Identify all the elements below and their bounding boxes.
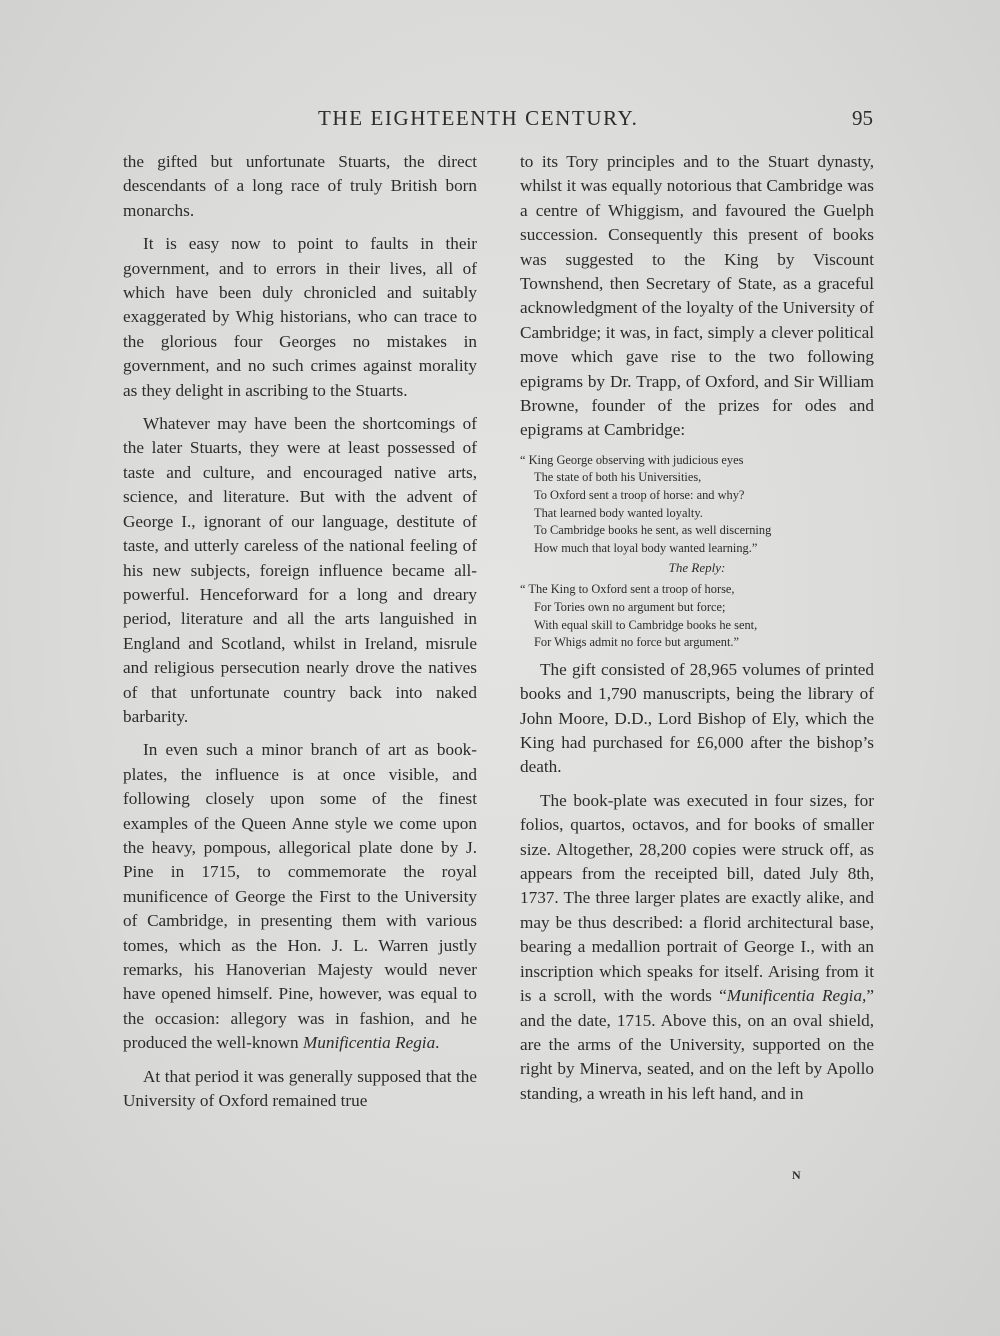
reply-verse (520, 581, 874, 651)
paragraph-end: ” and the date, 1715. Above this, on an oval shield, are the arms of the University, supported on the right by Minerva, seated, and on the left by Apollo standing, a wreath in his left hand, and in (520, 986, 874, 1103)
paragraph-text: In even such a minor branch of art as book-plates, the influence is at once visible, and following closely upon some of the finest examples of the Queen Anne style we come upon the heavy, pompous, allegorical plate done by J. Pine in 1715, to commemorate the royal munificence of George the First to the University of Cambridge, in presenting them with various tomes, which as the Hon. J. L. Warren justly remarks, his Hanoverian Majesty would never have opened himself. Pine, however, was equal to the occasion: allegory was in fashion, and he produced the well-known (123, 740, 477, 1053)
verse-line: With equal skill to Cambridge books he sent, (534, 617, 758, 632)
paragraph: to its Tory principles and to the Stuart dynasty, whilst it was equally notorious that Cambridge was a centre of Whiggism, and favoured the Guelph succession. Consequently this present of books was suggested to the King by Viscount Townshend, then Secretary of State, as a graceful acknowledgment of the loyalty of the University of Cambridge; it was, in fact, simply a clever political move which gave rise to the two following epigrams by Dr. Trapp, of Oxford, and Sir William Browne, founder of the prizes for odes and epigrams at Cambridge: (520, 152, 874, 440)
paragraph: At that period it was generally supposed that the University of Oxford remained true (123, 1066, 477, 1111)
verse-line: For Tories own no argument but force; (534, 600, 726, 615)
verse-line: How much that loyal body wanted learning.” (534, 540, 758, 555)
verse-line: To Oxford sent a troop of horse: and why? (534, 488, 745, 503)
paragraph-end: . (435, 1033, 440, 1053)
reply-heading: The Reply: (668, 560, 726, 576)
verse-line: “ King George observing with judicious eyes (520, 452, 744, 467)
italic-title: Munificentia Regia (302, 1033, 436, 1053)
right-column (520, 150, 874, 1115)
verse-line: For Whigs admit no force but argument.” (534, 635, 739, 650)
paragraph (123, 738, 477, 1055)
paragraph: the gifted but unfortunate Stuarts, the direct descendants of a long race of truly British born monarchs. (123, 152, 477, 220)
verse-line: That learned body wanted loyalty. (534, 505, 703, 520)
verse-line: The state of both his Universities, (534, 470, 702, 485)
paragraph: The gift consisted of 28,965 volumes of printed books and 1,790 manuscripts, being the library of John Moore, D.D., Lord Bishop of Ely, which the King had purchased for £6,000 after the bishop’s death. (520, 659, 874, 777)
signature-mark: N (792, 1168, 801, 1182)
italic-title: Munificentia Regia, (726, 986, 867, 1006)
paragraph (520, 789, 874, 1106)
running-title: THE EIGHTEENTH CENTURY. (318, 106, 639, 130)
verse-line: To Cambridge books he sent, as well discerning (534, 523, 772, 538)
running-head (0, 106, 1000, 136)
paragraph-text: The book-plate was executed in four sizes, for folios, quartos, octavos, and for books of smaller size. Altogether, 28,200 copies were struck off, as appears from the receipted bill, dated July 8th, 1737. The three larger plates are exactly alike, and may be thus described: a florid architectural base, bearing a medallion portrait of George I., with an inscription which speaks for itself. Arising from it is a scroll, with the words “ (520, 790, 874, 1006)
paragraph: It is easy now to point to faults in their government, and to errors in their lives, all of which have been duly chronicled and suitably exaggerated by Whig historians, who can trace to the glorious four Georges no mistakes in government, and no such crimes against morality as they delight in ascribing to the Stuarts. (123, 234, 477, 400)
epigram-verse (520, 452, 874, 558)
paragraph: Whatever may have been the shortcomings of the later Stuarts, they were at least possessed of taste and culture, and encouraged native arts, science, and literature. But with the advent of George I., ignorant of our language, destitute of taste, and utterly careless of the national feeling of his new subjects, foreign influence became all-powerful. Henceforward for a long and dreary period, literature and all the arts languished in England and Scotland, whilst in Ireland, misrule and religious persecution nearly drove the natives of that unfortunate country back into naked barbarity. (123, 414, 477, 726)
page-number: 95 (852, 106, 873, 130)
left-column (123, 150, 477, 1122)
verse-line: “ The King to Oxford sent a troop of horse, (520, 582, 735, 597)
